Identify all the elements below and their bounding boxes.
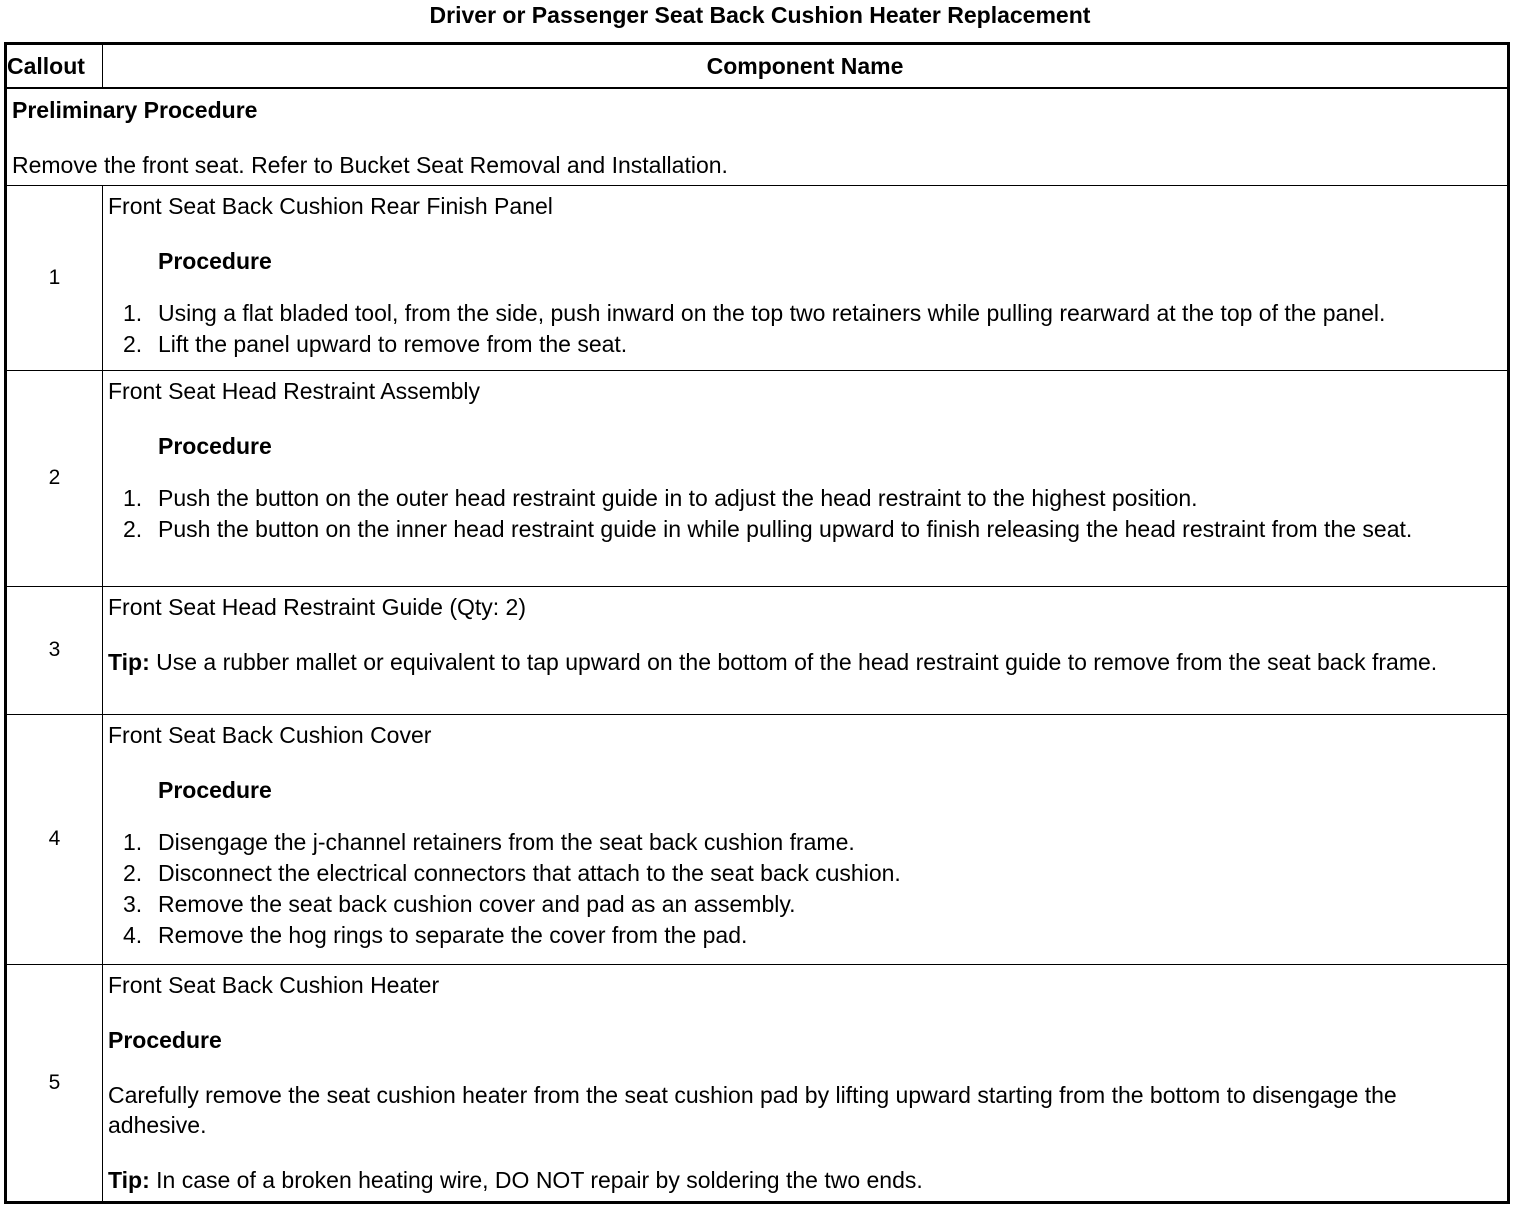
component-cell xyxy=(103,714,1508,964)
preliminary-text: Remove the front seat. Refer to Bucket Seat Removal and Installation. xyxy=(12,151,728,178)
component-name: Front Seat Back Cushion Heater xyxy=(108,971,440,998)
procedure-label: Procedure xyxy=(108,1026,222,1053)
component-cell xyxy=(103,185,1508,370)
procedure-steps xyxy=(108,483,1499,545)
callout-number: 2 xyxy=(7,370,103,586)
preliminary-row xyxy=(7,88,1508,185)
component-cell xyxy=(103,370,1508,586)
callout-number: 5 xyxy=(7,964,103,1202)
procedure-steps xyxy=(108,827,1499,951)
callout-column-header: Callout xyxy=(7,45,103,89)
step-number: 2. xyxy=(123,330,143,357)
list-item xyxy=(108,858,1499,889)
table-row xyxy=(7,714,1508,964)
list-item xyxy=(108,298,1499,329)
procedure-table xyxy=(6,44,1508,1202)
step-number: 2. xyxy=(123,859,143,886)
step-text: Push the button on the outer head restraint guide in to adjust the head restraint to the highest position. xyxy=(158,484,1198,511)
table-row xyxy=(7,185,1508,370)
step-number: 1. xyxy=(123,299,143,326)
step-number: 1. xyxy=(123,828,143,855)
table-row xyxy=(7,964,1508,1202)
component-name: Front Seat Back Cushion Rear Finish Panel xyxy=(108,192,553,219)
procedure-label: Procedure xyxy=(158,432,272,459)
component-name: Front Seat Head Restraint Assembly xyxy=(108,377,480,404)
tip-label: Tip: xyxy=(108,1166,150,1193)
component-name: Front Seat Back Cushion Cover xyxy=(108,721,432,748)
procedure-label: Procedure xyxy=(158,776,272,803)
tip-text: Use a rubber mallet or equivalent to tap upward on the bottom of the head restraint guide to remove from the seat back frame. xyxy=(156,648,1438,675)
component-cell xyxy=(103,586,1508,714)
step-text: Disconnect the electrical connectors that attach to the seat back cushion. xyxy=(158,859,901,886)
step-number: 3. xyxy=(123,890,143,917)
preliminary-heading: Preliminary Procedure xyxy=(12,96,258,123)
step-text: Lift the panel upward to remove from the seat. xyxy=(158,330,628,357)
tip-text: In case of a broken heating wire, DO NOT repair by soldering the two ends. xyxy=(156,1166,923,1193)
step-text: Remove the hog rings to separate the cover from the pad. xyxy=(158,921,748,948)
component-cell xyxy=(103,964,1508,1202)
component-name: Front Seat Head Restraint Guide (Qty: 2) xyxy=(108,593,527,620)
step-text: Remove the seat back cushion cover and pad as an assembly. xyxy=(158,890,796,917)
procedure-text: Carefully remove the seat cushion heater from the seat cushion pad by lifting upward starting from the bottom to disengage the adhesive. xyxy=(108,1081,1397,1138)
tip-paragraph xyxy=(108,647,1499,677)
step-number: 1. xyxy=(123,484,143,511)
step-text: Push the button on the inner head restraint guide in while pulling upward to finish releasing the head restraint from the seat. xyxy=(158,515,1413,542)
step-text: Using a flat bladed tool, from the side, push inward on the top two retainers while pulling rearward at the top of the panel. xyxy=(158,299,1386,326)
table-header-row xyxy=(7,45,1508,89)
step-number: 2. xyxy=(123,515,143,542)
list-item xyxy=(108,827,1499,858)
procedure-label: Procedure xyxy=(158,247,272,274)
step-number: 4. xyxy=(123,921,143,948)
list-item xyxy=(108,889,1499,920)
component-column-header: Component Name xyxy=(103,45,1508,89)
list-item xyxy=(108,920,1499,951)
list-item xyxy=(108,514,1499,545)
procedure-steps xyxy=(108,298,1499,360)
tip-paragraph xyxy=(108,1165,1499,1195)
callout-number: 4 xyxy=(7,714,103,964)
list-item xyxy=(108,329,1499,360)
callout-number: 3 xyxy=(7,586,103,714)
callout-number: 1 xyxy=(7,185,103,370)
list-item xyxy=(108,483,1499,514)
table-row xyxy=(7,586,1508,714)
document-title: Driver or Passenger Seat Back Cushion Heater Replacement xyxy=(429,2,1091,28)
preliminary-cell xyxy=(7,88,1508,185)
tip-label: Tip: xyxy=(108,648,150,675)
table-row xyxy=(7,370,1508,586)
step-text: Disengage the j-channel retainers from the seat back cushion frame. xyxy=(158,828,855,855)
